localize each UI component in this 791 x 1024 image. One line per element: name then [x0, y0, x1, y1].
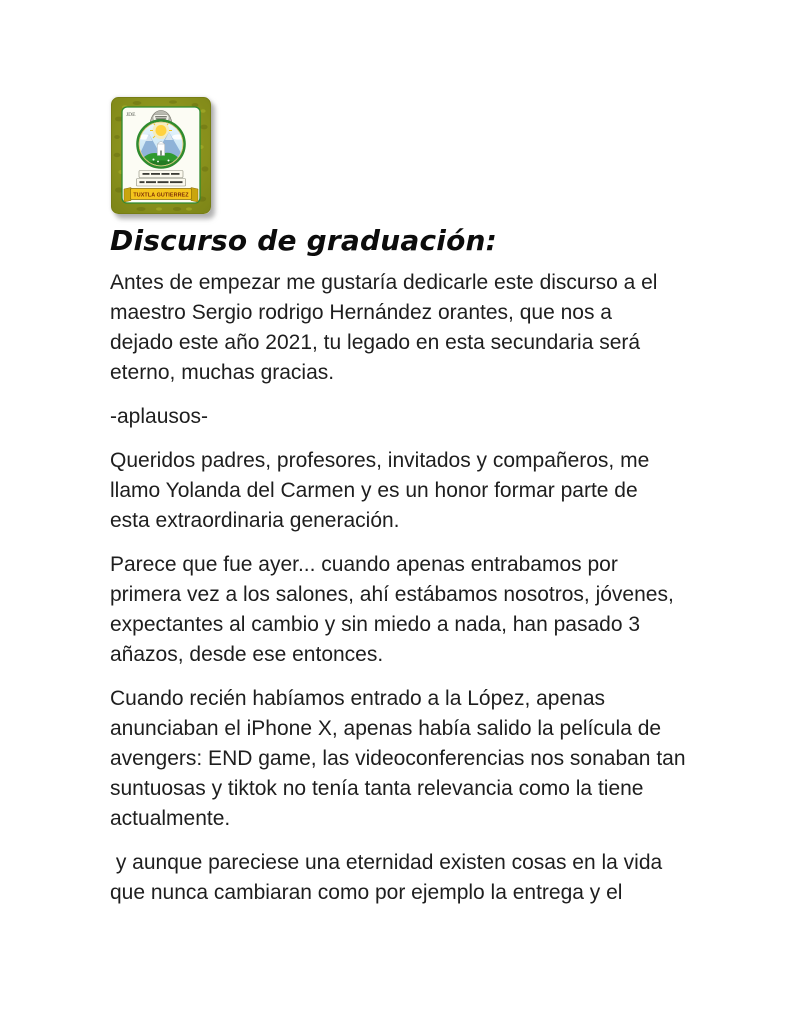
text-line: y aunque pareciese una eternidad existen cosas en la vida — [110, 851, 663, 874]
paragraph-greeting — [110, 446, 685, 536]
text-line: eterno, muchas gracias. — [110, 361, 335, 384]
text-line: Queridos padres, profesores, invitados y compañeros, me — [110, 449, 650, 472]
crest-banner-text: TUXTLA GUTIERREZ — [133, 192, 189, 199]
crest-caption-plate-2 — [137, 179, 186, 187]
paragraph-eternity — [110, 848, 685, 908]
text-line: actualmente. — [110, 807, 231, 830]
text-line: avengers: END game, las videoconferencias nos sonaban tan — [110, 747, 686, 770]
crest-corner-mark: JDE — [126, 112, 136, 118]
text-line: anunciaban el iPhone X, apenas había salido la película de — [110, 717, 662, 740]
text-line: dejado este año 2021, tu legado en esta secundaria será — [110, 331, 641, 354]
text-line: maestro Sergio rodrigo Hernández orantes, que nos a — [110, 301, 612, 324]
paragraph-then-vs-now — [110, 684, 685, 834]
crest-caption-plate-1 — [139, 171, 183, 178]
paragraph-dedication — [110, 268, 685, 388]
document-body — [110, 224, 685, 922]
school-crest-logo — [111, 97, 211, 214]
crest-banner-ribbon — [124, 188, 198, 203]
text-line: Cuando recién habíamos entrado a la López, apenas — [110, 687, 606, 710]
text-line: expectantes al cambio y sin miedo a nada, han pasado 3 — [110, 613, 641, 636]
document-title: Discurso de graduación: — [110, 224, 498, 257]
text-line: primera vez a los salones, ahí estábamos nosotros, jóvenes, — [110, 583, 674, 606]
text-line: Parece que fue ayer... cuando apenas entrabamos por — [110, 553, 618, 576]
paragraph-memories — [110, 550, 685, 670]
crest-emblem — [137, 120, 185, 168]
text-line: añazos, desde ese entonces. — [110, 643, 384, 666]
text-line: esta extraordinaria generación. — [110, 509, 400, 532]
school-crest-graphic — [111, 97, 211, 214]
text-line: que nunca cambiaran como por ejemplo la entrega y el — [110, 881, 623, 904]
text-line: Antes de empezar me gustaría dedicarle este discurso a el — [110, 271, 658, 294]
paragraph-applause — [110, 402, 685, 432]
text-line: -aplausos- — [110, 405, 209, 428]
text-line: llamo Yolanda del Carmen y es un honor formar parte de — [110, 479, 638, 502]
text-line: suntuosas y tiktok no tenía tanta relevancia como la tiene — [110, 777, 644, 800]
